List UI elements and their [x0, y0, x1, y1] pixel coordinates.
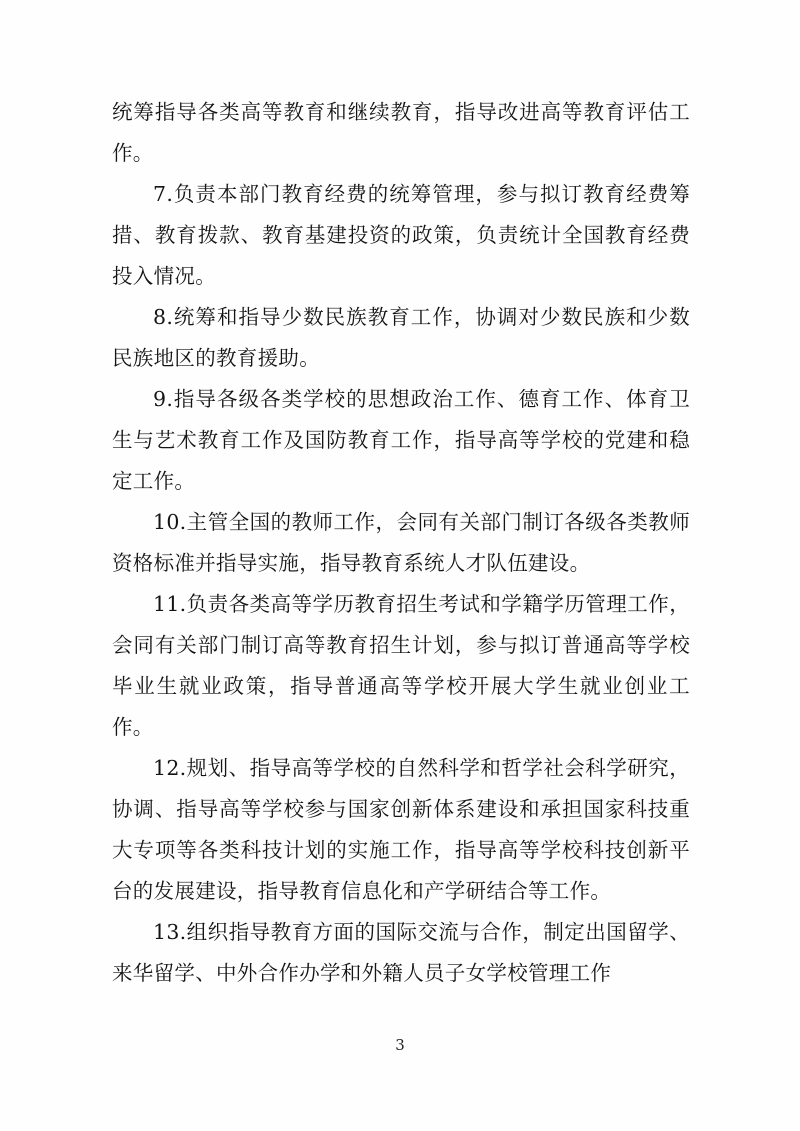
document-body	[112, 92, 690, 994]
page-number: 3	[395, 1036, 405, 1054]
paragraph-item-12: 12.规划、指导高等学校的自然科学和哲学社会科学研究，协调、指导高等学校参与国家创新体系建设和承担国家科技重大专项等各类科技计划的实施工作，指导高等学校科技创新平台的发展建设，指导教育信息化和产学研结合等工作。	[112, 756, 690, 903]
paragraph-item-10: 10.主管全国的教师工作，会同有关部门制订各级各类教师资格标准并指导实施，指导教育系统人才队伍建设。	[112, 510, 690, 575]
paragraph-item-9: 9.指导各级各类学校的思想政治工作、德育工作、体育卫生与艺术教育工作及国防教育工作，指导高等学校的党建和稳定工作。	[112, 387, 690, 493]
paragraph-item-8: 8.统筹和指导少数民族教育工作，协调对少数民族和少数民族地区的教育援助。	[112, 305, 690, 370]
paragraph-continued: 统筹指导各类高等教育和继续教育，指导改进高等教育评估工作。	[112, 100, 690, 165]
paragraph-item-13: 13.组织指导教育方面的国际交流与合作，制定出国留学、来华留学、中外合作办学和外籍人员子女学校管理工作	[112, 920, 690, 985]
paragraph-item-11: 11.负责各类高等学历教育招生考试和学籍学历管理工作，会同有关部门制订高等教育招生计划，参与拟订普通高等学校毕业生就业政策，指导普通高等学校开展大学生就业创业工作。	[112, 592, 690, 739]
paragraph-item-7: 7.负责本部门教育经费的统筹管理，参与拟订教育经费筹措、教育拨款、教育基建投资的政策，负责统计全国教育经费投入情况。	[112, 182, 690, 288]
